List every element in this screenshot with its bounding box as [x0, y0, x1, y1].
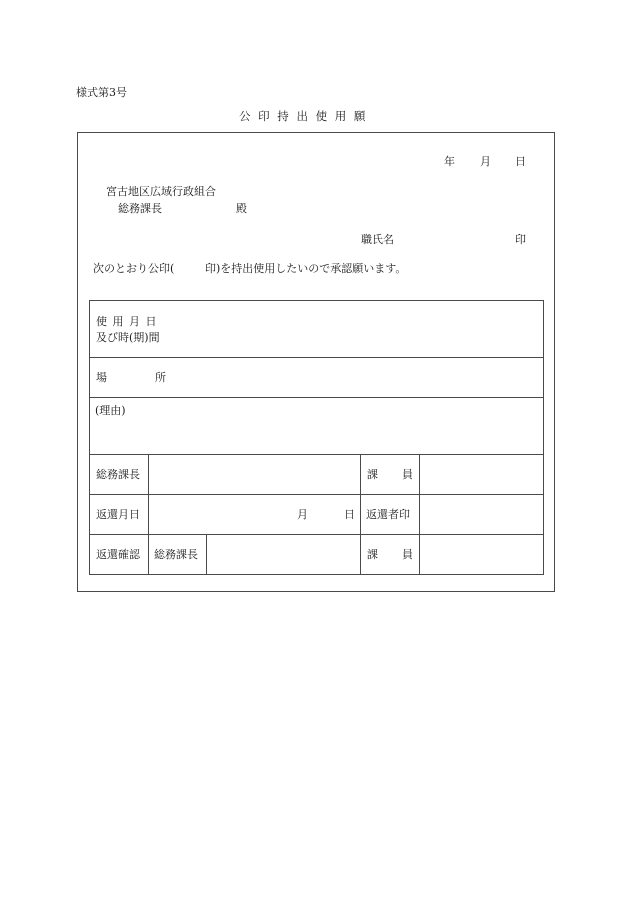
place-label-b: 所: [155, 371, 166, 384]
table-rule-vertical: [419, 454, 420, 575]
table-rule-vertical: [360, 454, 361, 575]
staff2-label-b: 員: [402, 548, 413, 561]
usage-date-label: 使 用 月 日: [96, 315, 158, 328]
table-rule-vertical: [148, 454, 149, 575]
usage-period-label: 及び時(期)間: [96, 331, 160, 344]
request-text-before: 次のとおり公印(: [93, 262, 175, 275]
chief-label: 総務課長: [96, 468, 140, 481]
table-rule: [89, 357, 544, 358]
recipient-org: 宮古地区広域行政組合: [106, 185, 216, 198]
return-date-label: 返還月日: [96, 508, 140, 521]
table-rule: [89, 534, 544, 535]
place-label-a: 場: [96, 371, 107, 384]
table-rule: [89, 494, 544, 495]
page-title: 公 印 持 出 使 用 願: [239, 109, 368, 123]
returner-seal-label: 返還者印: [366, 508, 410, 521]
applicant-seal: 印: [515, 233, 526, 246]
return-month-label: 月: [297, 508, 308, 521]
date-day: 日: [515, 155, 526, 168]
table-rule-vertical: [206, 534, 207, 575]
recipient-position: 総務課長: [118, 202, 162, 215]
date-year: 年: [444, 155, 455, 168]
request-text-after: 印)を持出使用したいので承認願います。: [205, 262, 407, 275]
return-confirm-label: 返還確認: [96, 548, 140, 561]
staff-label-a: 課: [367, 468, 378, 481]
staff2-label-a: 課: [367, 548, 378, 561]
date-month: 月: [480, 155, 491, 168]
form-number: 様式第3号: [76, 86, 127, 99]
staff-label-b: 員: [402, 468, 413, 481]
applicant-label: 職氏名: [361, 233, 394, 246]
table-rule: [89, 454, 544, 455]
confirm-chief-label: 総務課長: [154, 548, 198, 561]
table-rule: [89, 397, 544, 398]
return-day-label: 日: [344, 508, 355, 521]
reason-label: (理由): [95, 404, 126, 417]
recipient-honorific: 殿: [236, 202, 247, 215]
